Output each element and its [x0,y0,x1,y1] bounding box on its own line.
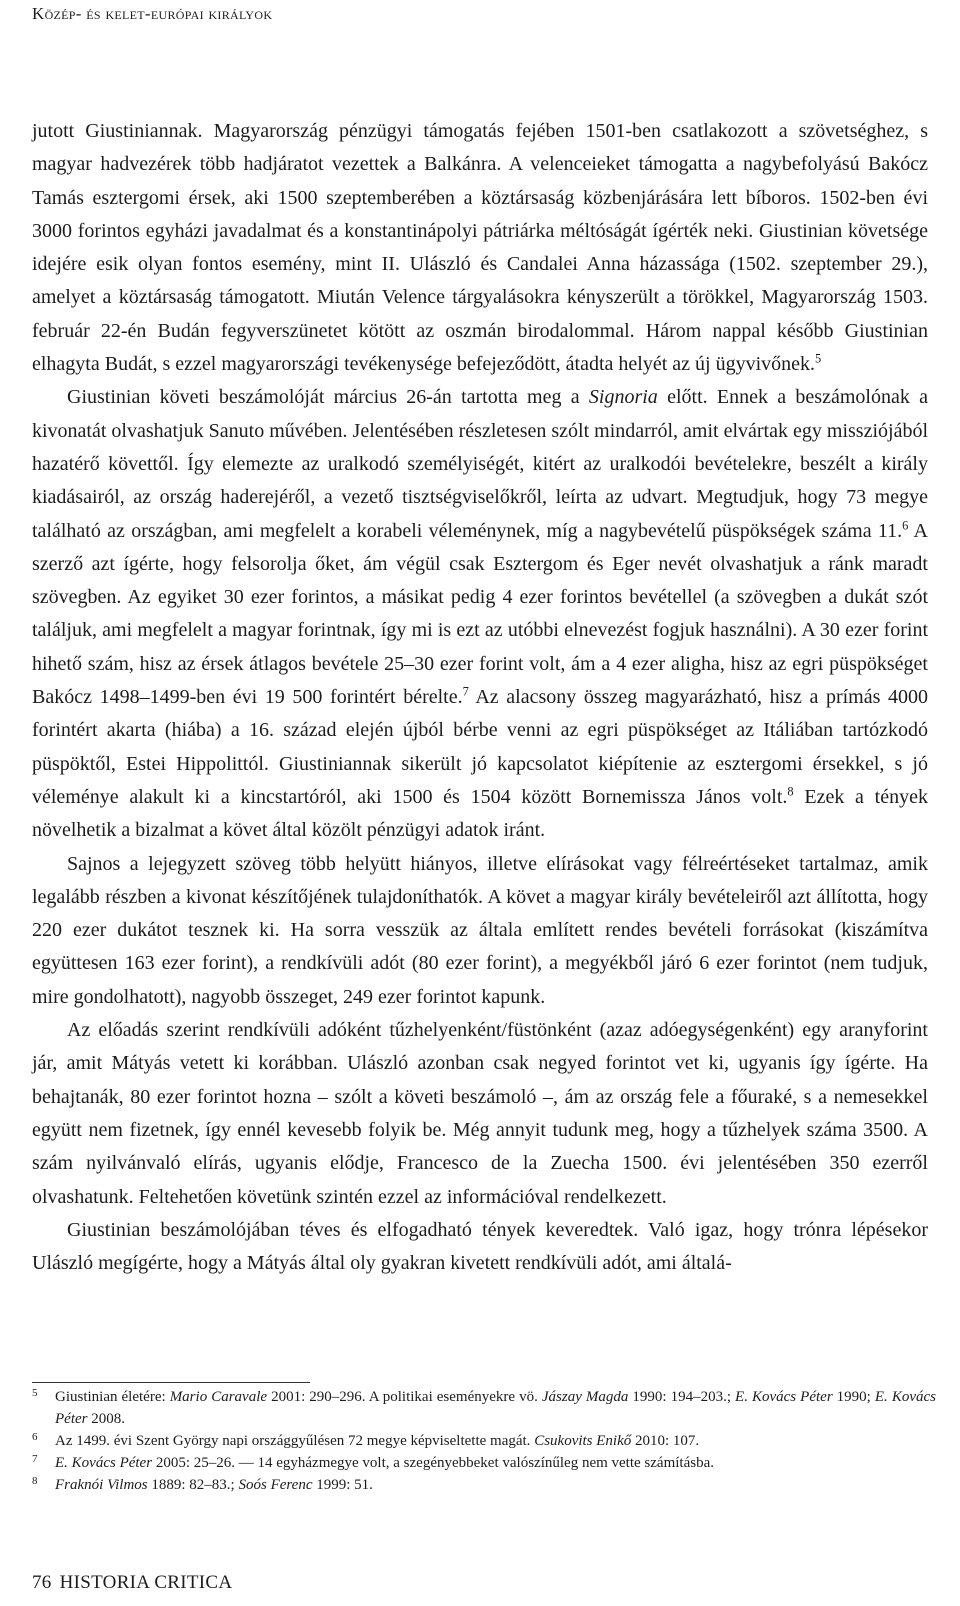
footnote: 8 Fraknói Vilmos 1889: 82–83.; Soós Ferenc 1999: 51. [32,1474,936,1496]
footnotes [32,1386,936,1496]
footnote-number: 5 [32,1387,38,1399]
footnote-number: 8 [32,1475,38,1487]
paragraph: Giustinian beszámolójában téves és elfogadható tények keveredtek. Való igaz, hogy trónra lépésekor Ulászló megígérte, hogy a Mátyás által oly gyakran kivetett rendkívüli adót, ami általá- [32,1218,928,1275]
paragraph: Sajnos a lejegyzett szöveg több helyütt hiányos, illetve elírásokat vagy félreértéseket tartalmaz, amik legalább részben a kivonat készítőjének tulajdoníthatók. A követ a magyar király bevételeiről azt állította, hogy 220 ezer dukátot tesznek ki. Ha sorra vesszük az általa említett rendes bevételi forrásokat (kiszámítva együttesen 163 ezer forint), a rendkívüli adót (80 ezer forint), a megyékből járó 6 ezer forintot (nem tudjuk, mire gondolhatott), nagyobb összeget, 249 ezer forintot kapunk. [32,852,928,1008]
main-text [32,115,928,1280]
paragraph: Az előadás szerint rendkívüli adóként tűzhelyenként/füstönként (azaz adóegységenként) egy aranyforint jár, amit Mátyás vetett ki korábban. Ulászló azonban csak negyed forintot vet ki, ugyanis így ígérte. Ha behajtanák, 80 ezer forintot hozna – szólt a követi beszámoló –, ám az ország fele a főuraké, s a nemesekkel együtt nem fizetnek, így ennél kevesebb folyik be. Még annyit tudunk meg, hogy a tűzhelyek száma 3500. A szám nyilvánvaló elírás, ugyanis elődje, Francesco de la Zuecha 1500. évi jelentésében 350 ezerről olvashatunk. Feltehetően követünk szintén ezzel az információval rendelkezett. [32,1019,928,1208]
paragraph: Giustinian követi beszámolóját március 26-án tartotta meg a Signoria előtt. Ennek a beszámolónak a kivonatát olvashatjuk Sanuto művében. Jelentésében részletesen szólt mindarról, amit elvártak egy missziójából hazatérő követtől. Így elemezte az uralkodó személyiségét, kitért az uralkodói bevételekre, beszélt a király kiadásairól, az ország haderejéről, a vezető tisztségviselőkről, leírta az udvart. Megtudjuk, hogy 73 megye található az országban, ami megfelelt a korabeli véleménynek, míg a nagybevételű püspökségek száma 11.$^6$ A szerző azt ígérte, hogy felsorolja őket, ám végül csak Esztergom és Eger nevét olvashatjuk a ránk maradt szövegben. Az egyiket 30 ezer forintos, a másikat pedig 4 ezer forintos bevétellel (a szövegben a dukát szót találjuk, ami megfelelt a magyar forintnak, így mi is ezt az utóbbi elnevezést fogjuk használni). A 30 ezer forint hihető szám, hisz az érsek átlagos bevétele 25–30 ezer forint volt, ám a 4 ezer aligha, hisz az egri püspökséget Bakócz 1498–1499-ben évi 19 500 forintért bérelte.$^7$ Az alacsony összeg magyarázható, hisz a prímás 4000 forintért akarta (hiába) a 16. század elején újból bérbe venni az egri püspökséget az Itáliában tartózkodó püspöktől, Estei Hippolittól. Giustiniannak sikerült jó kapcsolatot kiépítenie az esztergomi érsekkel, s jó véleménye alakult ki a kincstartóról, aki 1500 és 1504 között Bornemissza János volt.$^8$ Ezek a tények növelhetik a bizalmat a követ által közölt pénzügyi adatok iránt. [32,386,929,842]
footnote-number: 7 [32,1453,38,1465]
footnote-ref[interactable]: 7 [462,684,469,699]
footnote: 6 Az 1499. évi Szent György napi országgyűlésen 72 megye képviseltette magát. Csukovits Enikő 2010: 107. [32,1430,936,1452]
footnote: 5 Giustinian életére: Mario Caravale 2001: 290–296. A politikai eseményekre vö. Jászay Magda 1990: 194–203.; E. Kovács Péter 1990; E. Kovács Péter 2008. [32,1386,936,1430]
footnote-ref[interactable]: 8 [787,784,794,799]
footnote-ref[interactable]: 5 [815,351,822,366]
footnote-ref[interactable]: 6 [902,517,909,532]
page-number: 76 [32,1572,52,1593]
paragraph: jutott Giustiniannak. Magyarország pénzügyi támogatás fejében 1501-ben csatlakozott a szövetséghez, s magyar hadvezérek több hadjáratot vezettek a Balkánra. A velenceieket támogatta a nagybefolyású Bakócz Tamás esztergomi érsek, aki 1500 szeptemberében a köztársaság közbenjárására lett bíboros. 1502-ben évi 3000 forintos egyházi javadalmat és a konstantinápolyi pátriárka méltóságát ígérték neki. Giustinian követsége idejére esik olyan fontos esemény, mint II. Ulászló és Candalei Anna házassága (1502. szeptember 29.), amelyet a köztársaság támogatott. Miután Velence tárgyalásokra kényszerült a törökkel, Magyarország 1503. február 22-én Budán fegyverszünetet kötött az oszmán birodalommal. Három nappal később Giustinian elhagyta Budát, s ezzel magyarországi tevékenysége befejeződött, átadta helyét az új ügyvivőnek.$^5$ [32,120,928,376]
footnote-number: 6 [32,1431,38,1443]
page-footer [32,1572,232,1594]
running-head: Közép- és kelet-európai királyok [32,4,273,23]
footnote: 7 E. Kovács Péter 2005: 25–26. — 14 egyházmegye volt, a szegényebbeket valószínűleg nem vette számításba. [32,1452,936,1474]
footnote-divider [32,1382,310,1383]
journal-title: HISTORIA CRITICA [59,1572,233,1593]
